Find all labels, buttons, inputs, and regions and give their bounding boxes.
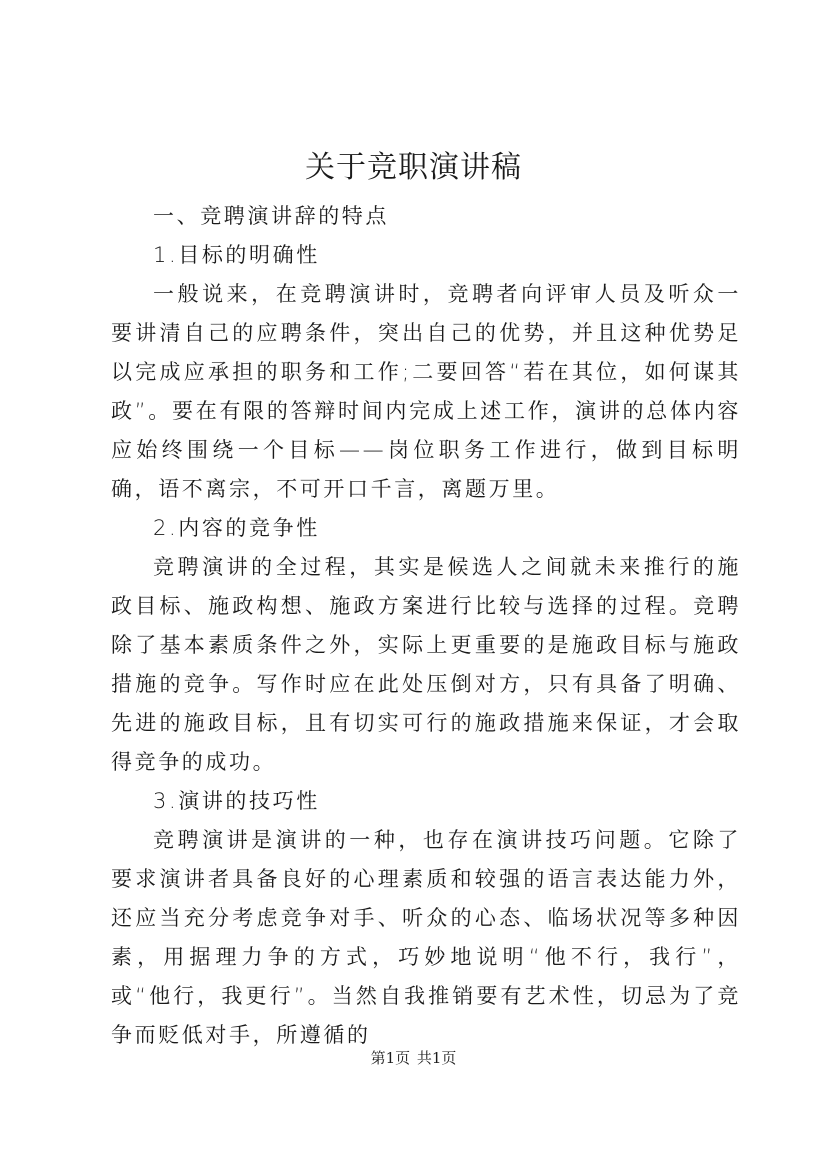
subsection-heading: 3.演讲的技巧性 bbox=[153, 789, 320, 813]
subsection-heading: 2.内容的竞争性 bbox=[153, 516, 320, 540]
document-body bbox=[111, 197, 741, 1055]
body-paragraph: 一般说来，在竞聘演讲时，竞聘者向评审人员及听众一要讲清自己的应聘条件，突出自己的优势，并且这种优势足以完成应承担的职务和工作;二要回答“若在其位，如何谋其政”。要在有限的答辩时间内完成上述工作，演讲的总体内容应始终围绕一个目标——岗位职务工作进行，做到目标明确，语不离宗，不可开口千言，离题万里。 bbox=[111, 282, 741, 501]
document-title: 关于竞职演讲稿 bbox=[305, 150, 522, 185]
section-heading: 一、竞聘演讲辞的特点 bbox=[153, 204, 389, 228]
body-paragraph: 竞聘演讲的全过程，其实是候选人之间就未来推行的施政目标、施政构想、施政方案进行比较与选择的过程。竞聘除了基本素质条件之外，实际上更重要的是施政目标与施政措施的竞争。写作时应在此处压倒对方，只有具备了明确、先进的施政目标，且有切实可行的施政措施来保证，才会取得竞争的成功。 bbox=[111, 555, 741, 774]
page-footer: 第1页 共1页 bbox=[370, 1049, 457, 1067]
body-paragraph: 竞聘演讲是演讲的一种，也存在演讲技巧问题。它除了要求演讲者具备良好的心理素质和较强的语言表达能力外，还应当充分考虑竞争对手、听众的心态、临场状况等多种因素，用据理力争的方式，巧妙地说明“他不行，我行”，或“他行，我更行”。当然自我推销要有艺术性，切忌为了竞争而贬低对手，所遵循的 bbox=[111, 828, 741, 1047]
subsection-heading: 1.目标的明确性 bbox=[153, 243, 320, 267]
